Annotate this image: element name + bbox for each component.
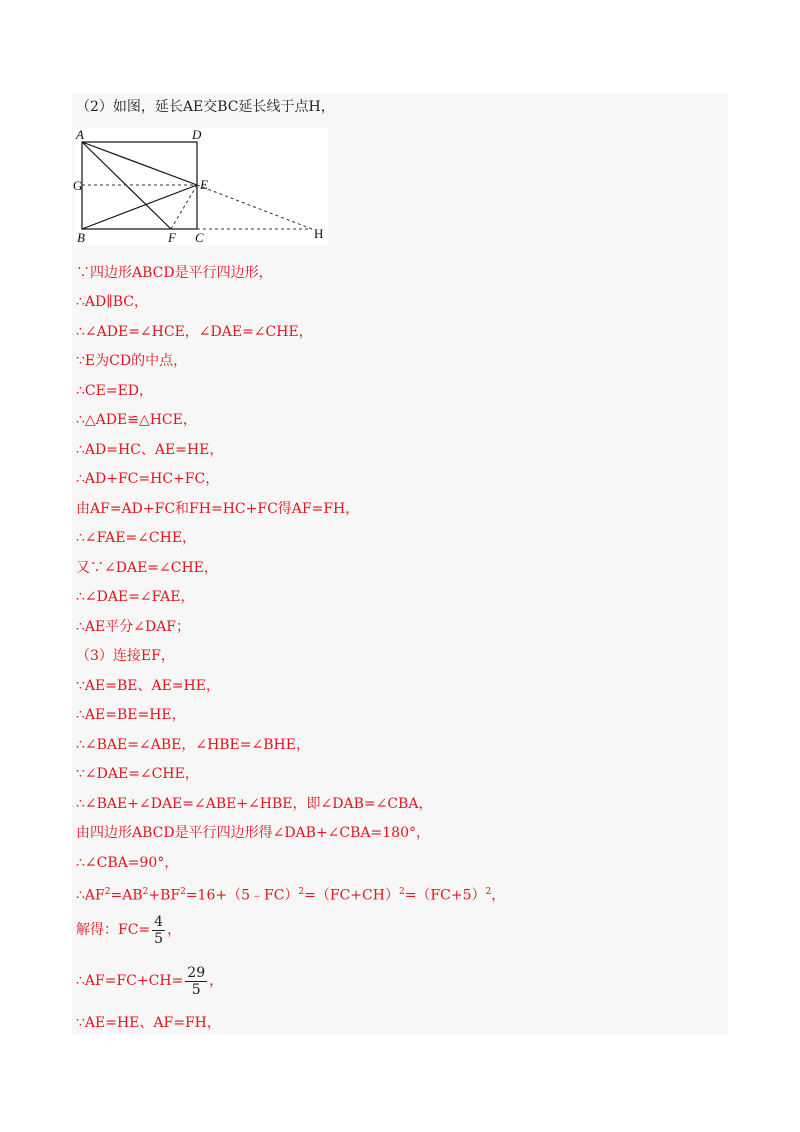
text-line: ∴AE=BE=HE， xyxy=(76,707,186,723)
text-line: ∴AD=HC、AE=HE， xyxy=(76,442,224,458)
text-line-part2-intro: （2）如图，延长AE交BC延长线于点H， xyxy=(76,99,335,115)
fraction-29-5: $\frac{29}{5}$ xyxy=(187,964,206,998)
label-g: G xyxy=(73,178,83,193)
text-line: ∴AE平分∠DAF； xyxy=(76,619,191,635)
label-e: E xyxy=(200,177,208,192)
label-h: H xyxy=(314,226,324,241)
segment-eh-dashed xyxy=(197,185,312,229)
text-line: ∴∠FAE=∠CHE， xyxy=(76,530,197,546)
text-line: 由四边形ABCD是平行四边形得∠DAB+∠CBA=180°， xyxy=(76,825,430,841)
equation-af-squared: $\therefore AF^2=AB^2+BF^2=16+(5﹣FC)^2=(FC+CH)^2=(FC+5)^2$， xyxy=(76,887,506,904)
geometry-figure xyxy=(74,128,328,245)
fraction-4-5: $\frac{4}{5}$ xyxy=(154,913,164,947)
geometry-svg xyxy=(74,128,328,245)
label-d: D xyxy=(192,127,202,142)
text-line: ∵AE=BE、AE=HE， xyxy=(76,678,220,694)
label-a: A xyxy=(76,127,84,142)
text-line: ∴CE=ED， xyxy=(76,383,154,399)
text-line-part3-intro: （3）连接EF， xyxy=(76,648,175,664)
equation-af-value: ∴AF=FC+CH= $\frac{29}{5}$ ， xyxy=(76,964,224,998)
text-line: ∴∠ADE=∠HCE，∠DAE=∠CHE， xyxy=(76,324,313,340)
text-line-last: ∵AE=HE、AF=FH， xyxy=(76,1015,221,1031)
segment-be xyxy=(82,185,197,229)
text-line: ∴∠BAE+∠DAE=∠ABE+∠HBE，即∠DAB=∠CBA， xyxy=(76,796,433,812)
text-line: ∴∠DAE=∠FAE， xyxy=(76,589,195,605)
text-line: ∴∠CBA=90°， xyxy=(76,855,179,871)
label-b: B xyxy=(77,230,85,245)
label-f: F xyxy=(168,230,176,245)
equation-fc-solution: 解得：FC= $\frac{4}{5}$ ， xyxy=(76,913,182,947)
text-line: ∵∠DAE=∠CHE， xyxy=(76,766,199,782)
label-c: C xyxy=(195,230,204,245)
text-line: 又∵∠DAE=∠CHE， xyxy=(76,560,218,576)
text-line: ∴AD∥BC， xyxy=(76,294,148,310)
text-line: ∴△ADE≌△HCE， xyxy=(76,412,197,428)
text-line: ∴AD+FC=HC+FC， xyxy=(76,471,220,487)
text-line: ∴∠BAE=∠ABE，∠HBE=∠BHE， xyxy=(76,737,310,753)
segment-fe-dashed xyxy=(171,185,197,229)
text-line: ∵四边形ABCD是平行四边形， xyxy=(76,265,273,281)
text-line: 由AF=AD+FC和FH=HC+FC得AF=FH， xyxy=(76,501,360,517)
text-line: ∵E为CD的中点， xyxy=(76,353,188,369)
segment-ae xyxy=(82,142,197,185)
